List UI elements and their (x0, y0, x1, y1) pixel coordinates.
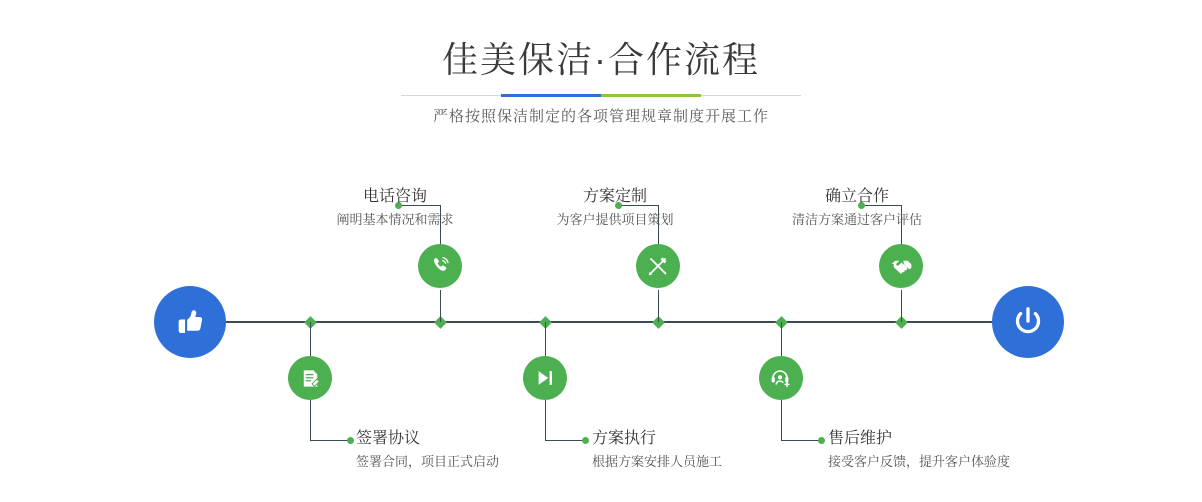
step-5-icon-badge (879, 244, 923, 288)
divider-segment-green (601, 94, 701, 97)
step-4-connector-upper (545, 322, 546, 356)
document-edit-icon (299, 367, 322, 390)
step-6-label (828, 428, 1168, 472)
step-2-endpoint-dot (347, 437, 354, 444)
thumbs-up-icon (173, 305, 207, 339)
step-2-connector-vertical (310, 400, 311, 440)
step-6-connector-upper (781, 322, 782, 356)
step-1-icon-badge (418, 244, 462, 288)
step-2-desc: 签署合同，项目正式启动 (356, 454, 500, 469)
step-6-icon-badge (759, 356, 803, 400)
phone-call-icon (428, 254, 452, 278)
step-2-connector-horizontal (310, 440, 350, 441)
handshake-icon (889, 254, 914, 279)
step-3-icon-badge (636, 244, 680, 288)
page-subtitle: 严格按照保洁制定的各项管理规章制度开展工作 (432, 108, 769, 125)
step-4-endpoint-dot (582, 437, 589, 444)
step-5-title: 确立合作 (824, 188, 889, 205)
step-4-connector-horizontal (545, 440, 585, 441)
plan-pen-icon (646, 254, 670, 278)
power-icon (1010, 304, 1046, 340)
step-6-connector-horizontal (781, 440, 821, 441)
step-4-title: 方案执行 (592, 430, 657, 447)
title-divider (401, 95, 801, 96)
timeline-start-badge (154, 286, 226, 358)
step-2-title: 签署协议 (356, 430, 421, 447)
divider-segment-blue (501, 94, 601, 97)
step-3-connector-lower (658, 290, 659, 322)
step-1-connector-lower (440, 290, 441, 322)
play-forward-icon (534, 367, 556, 389)
step-5-connector-lower (901, 290, 902, 322)
step-2-connector-upper (310, 322, 311, 356)
step-6-connector-vertical (781, 400, 782, 440)
step-2-icon-badge (288, 356, 332, 400)
headset-support-icon (769, 366, 793, 390)
step-6-endpoint-dot (818, 437, 825, 444)
step-5-label (712, 186, 1002, 230)
step-3-title: 方案定制 (582, 188, 647, 205)
step-5-desc: 清洁方案通过客户评估 (791, 212, 922, 227)
step-4-icon-badge (523, 356, 567, 400)
timeline-end-badge (992, 286, 1064, 358)
step-1-desc: 阐明基本情况和需求 (336, 212, 454, 227)
step-6-title: 售后维护 (828, 430, 893, 447)
step-4-desc: 根据方案安排人员施工 (592, 454, 723, 469)
step-1-title: 电话咨询 (362, 188, 427, 205)
step-4-connector-vertical (545, 400, 546, 440)
page-title: 佳美保洁·合作流程 (442, 39, 760, 80)
step-6-desc: 接受客户反馈，提升客户体验度 (828, 454, 1011, 469)
step-3-desc: 为客户提供项目策划 (556, 212, 674, 227)
